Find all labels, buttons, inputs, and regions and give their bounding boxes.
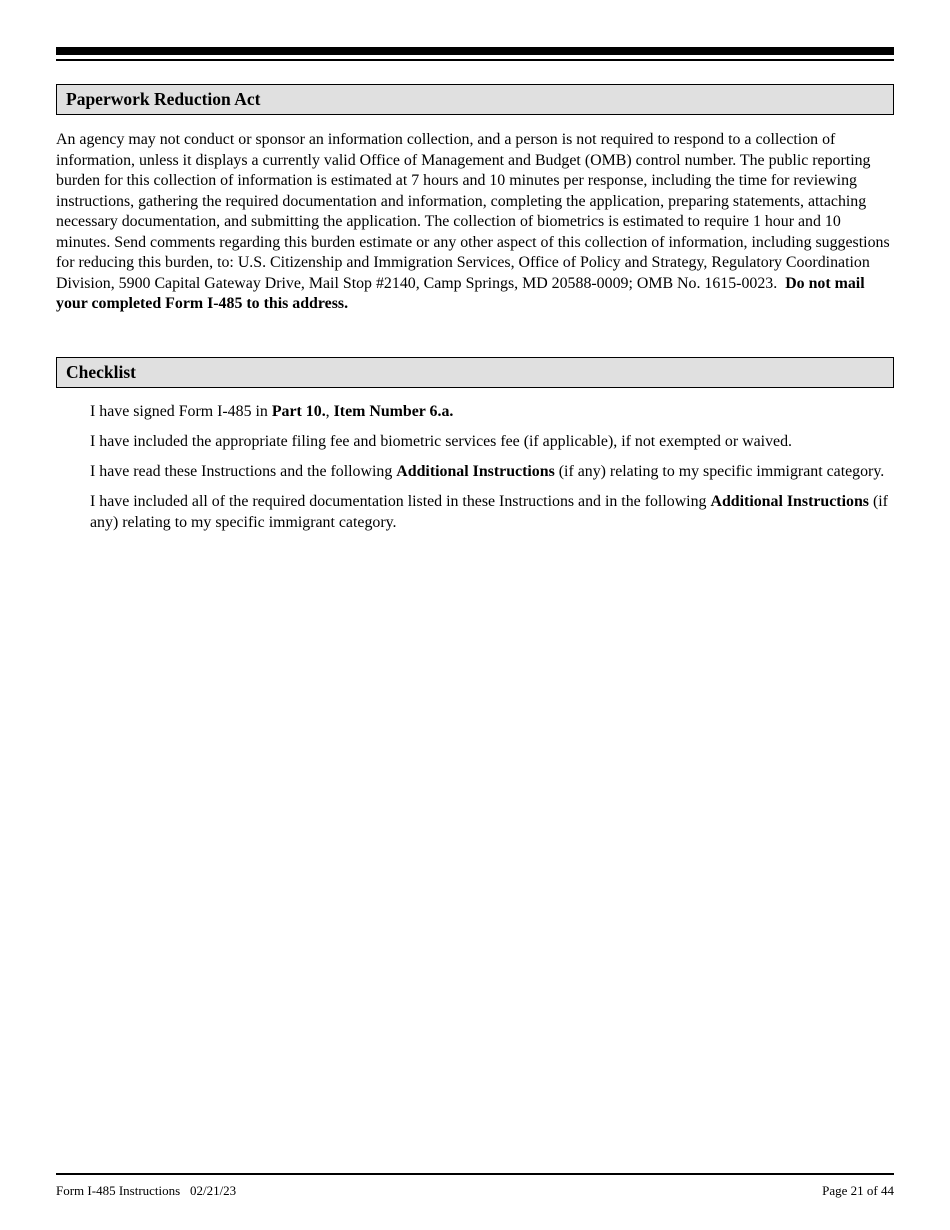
footer-rule	[56, 1173, 894, 1175]
footer-form-info: Form I-485 Instructions 02/21/23	[56, 1183, 237, 1198]
paperwork-section-title: Paperwork Reduction Act	[56, 84, 894, 115]
checklist-item-text: I have read these Instructions and the following	[90, 463, 397, 480]
paperwork-body-text: An agency may not conduct or sponsor an information collection, and a person is not required to respond to a collection of information, unless it displays a currently valid Office of Management and Budget (OMB) control number. The public reporting burden for this collection of information is estimated at 7 hours and 10 minutes per response, including the time for reviewing instructions, gathering the required documentation and information, completing the application, preparing statements, attaching necessary documentation, and submitting the application. The collection of biometrics is estimated to require 1 hour and 10 minutes. Send comments regarding this burden estimate or any other aspect of this collection of information, including suggestions for reducing this burden, to: U.S. Citizenship and Immigration Services, Office of Policy and Strategy, Regulatory Coordination Division, 5900 Capital Gateway Drive, Mail Stop #2140, Camp Springs, MD 20588-0009; OMB No. 1615-0023.	[56, 131, 890, 292]
paperwork-body	[56, 130, 894, 315]
checklist-item	[90, 432, 890, 453]
checklist-item-text: I have signed Form I-485 in	[90, 403, 272, 420]
checklist-item	[90, 462, 890, 483]
checklist-item-text: (if any) relating to my specific immigrant category.	[554, 463, 885, 480]
checklist-section-title: Checklist	[56, 357, 894, 388]
checklist-item-bold: Item Number 6.a.	[333, 403, 454, 420]
checklist-item-bold: Additional Instructions	[396, 463, 555, 480]
checklist-item-text: I have included the appropriate filing fee and biometric services fee (if applicable), if not exempted or waived.	[90, 433, 792, 450]
checklist-item-text: ,	[325, 403, 334, 420]
checklist-item-text: (if any) relating to my specific immigrant category.	[90, 493, 888, 531]
checklist-item-bold: Part 10.	[271, 403, 326, 420]
checklist-item-bold: Additional Instructions	[710, 493, 869, 510]
checklist-item-text: I have included all of the required documentation listed in these Instructions and in the following	[90, 493, 711, 510]
header-rule-thin	[56, 59, 894, 61]
paperwork-body-bold: Do not mail your completed Form I-485 to this address.	[56, 274, 865, 312]
checklist-item	[90, 492, 890, 533]
checklist-item	[90, 402, 890, 423]
footer-page-number: Page 21 of 44	[822, 1183, 894, 1198]
header-rule-thick	[56, 47, 894, 55]
checklist	[90, 402, 890, 543]
